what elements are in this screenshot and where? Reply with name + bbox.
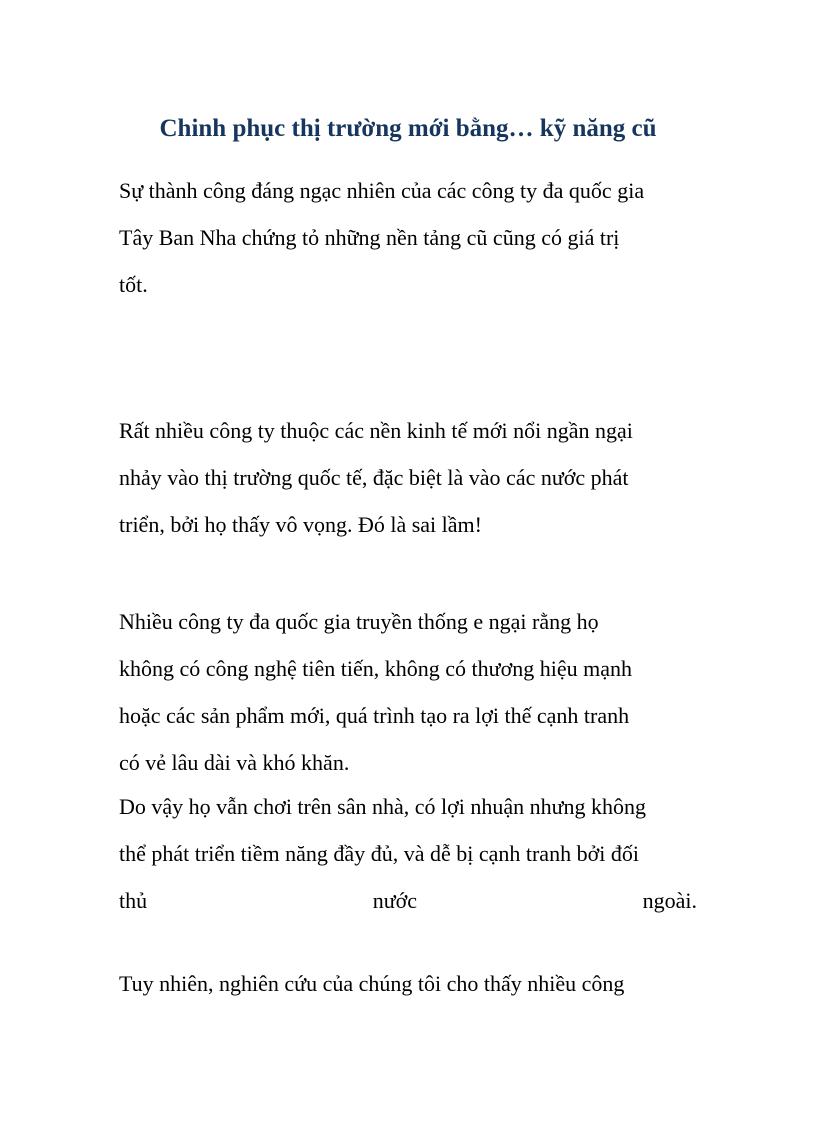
paragraph-line xyxy=(119,167,697,214)
paragraph-line xyxy=(119,960,697,1007)
paragraph-line xyxy=(119,692,697,739)
line-text: Sự thành công đáng ngạc nhiên của các công ty đa quốc gia xyxy=(119,178,645,203)
paragraph-line xyxy=(119,214,697,261)
paragraph-line xyxy=(119,783,697,830)
page-title: Chinh phục thị trường mới bằng… kỹ năng cũ xyxy=(159,115,657,142)
line-text: có vẻ lâu dài và khó khăn. xyxy=(119,750,350,775)
line-word: ngoài. xyxy=(642,888,697,913)
line-text: hoặc các sản phẩm mới, quá trình tạo ra lợi thế cạnh tranh xyxy=(119,703,630,728)
line-text: Do vậy họ vẫn chơi trên sân nhà, có lợi nhuận nhưng không xyxy=(119,794,647,819)
line-text: Tây Ban Nha chứng tỏ những nền tảng cũ cũng có giá trị xyxy=(119,225,620,250)
line-text: Tuy nhiên, nghiên cứu của chúng tôi cho thấy nhiều công xyxy=(119,971,625,996)
paragraph-line xyxy=(119,830,697,877)
line-text: không có công nghệ tiên tiến, không có thương hiệu mạnh xyxy=(119,656,632,681)
paragraph-line xyxy=(119,645,697,692)
paragraph-line xyxy=(119,407,697,454)
paragraph-last-line xyxy=(119,877,697,924)
line-text: tốt. xyxy=(119,272,148,297)
paragraph-line xyxy=(119,454,697,501)
paragraph-5 xyxy=(119,960,697,1007)
line-text: nhảy vào thị trường quốc tế, đặc biệt là vào các nước phát xyxy=(119,465,629,490)
line-word: nước xyxy=(372,888,418,913)
line-text: triển, bởi họ thấy vô vọng. Đó là sai lầm! xyxy=(119,512,482,537)
paragraph-line xyxy=(119,261,697,308)
line-text: Rất nhiều công ty thuộc các nền kinh tế mới nổi ngần ngại xyxy=(119,418,633,443)
line-text: Nhiều công ty đa quốc gia truyền thống e ngại rằng họ xyxy=(119,609,599,634)
line-text: thể phát triển tiềm năng đầy đủ, và dễ bị cạnh tranh bởi đối xyxy=(119,841,639,866)
paragraph-3 xyxy=(119,598,697,786)
paragraph-line xyxy=(119,739,697,786)
line-word: thủ xyxy=(119,888,148,913)
paragraph-line xyxy=(119,598,697,645)
paragraph-1 xyxy=(119,167,697,308)
paragraph-2 xyxy=(119,407,697,548)
paragraph-line xyxy=(119,501,697,548)
paragraph-4 xyxy=(119,783,697,924)
